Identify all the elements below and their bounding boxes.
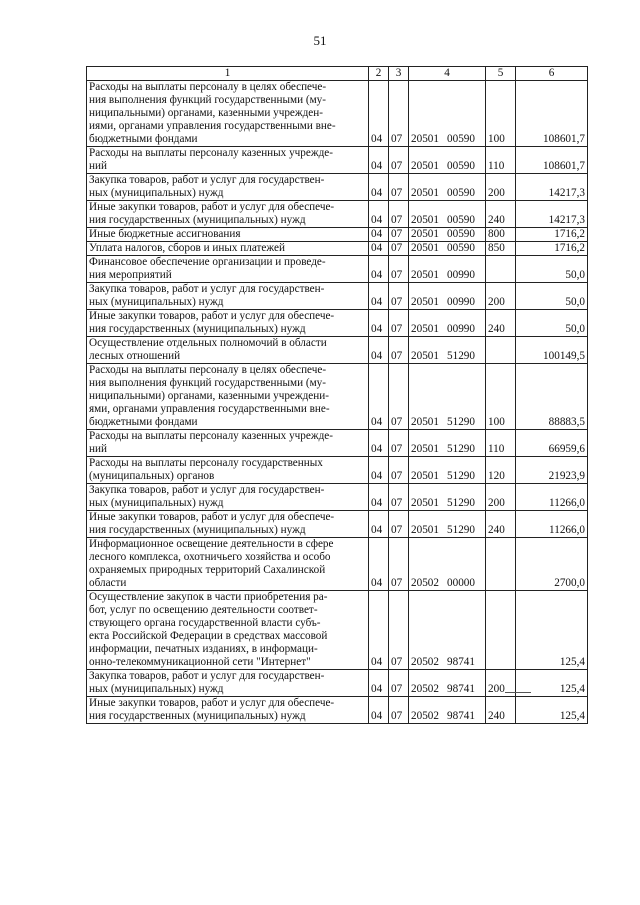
direction-code: 51290: [447, 350, 475, 362]
header-col-1: 1: [87, 67, 369, 81]
row-description: [87, 283, 369, 310]
table-row: [87, 310, 588, 337]
description-line: ствующего органа государственной власти субъ-: [89, 617, 321, 629]
description-line: Иные закупки товаров, работ и услуг для обеспече-: [89, 697, 335, 709]
subsection-code: 07: [389, 457, 409, 484]
table-row: [87, 337, 588, 364]
target-article-code: [409, 511, 486, 538]
description-line: ных (муниципальных) нужд: [89, 296, 224, 308]
amount-value: 108601,7: [516, 147, 588, 174]
target-article-code: [409, 484, 486, 511]
direction-code: 00590: [447, 242, 475, 254]
header-col-5: 5: [486, 67, 516, 81]
description-line: ния государственных (муниципальных) нужд: [89, 710, 306, 722]
subsection-code: 07: [389, 228, 409, 242]
target-article-code: [409, 228, 486, 242]
subsection-code: 07: [389, 337, 409, 364]
description-line: Расходы на выплаты персоналу казенных учрежде-: [89, 430, 333, 442]
section-code: 04: [369, 228, 389, 242]
section-code: 04: [369, 538, 389, 591]
description-line: Осуществление отдельных полномочий в области: [89, 337, 327, 349]
expense-type-code: 240: [486, 310, 516, 337]
table-row: [87, 591, 588, 670]
target-article-code: [409, 310, 486, 337]
amount-value: 125,4: [516, 591, 588, 670]
direction-code: 51290: [447, 443, 475, 455]
description-line: ями, органами управления государственными вне-: [89, 403, 330, 415]
expense-type-code: [486, 256, 516, 283]
direction-code: 98741: [447, 710, 475, 722]
description-line: Иные бюджетные ассигнования: [89, 228, 241, 240]
direction-code: 51290: [447, 470, 475, 482]
subsection-code: 07: [389, 201, 409, 228]
description-line: ных (муниципальных) нужд: [89, 187, 224, 199]
program-code: 20501: [411, 160, 439, 172]
subsection-code: 07: [389, 256, 409, 283]
program-code: 20501: [411, 350, 439, 362]
description-line: ния мероприятий: [89, 269, 172, 281]
program-code: 20501: [411, 242, 439, 254]
row-description: [87, 538, 369, 591]
description-line: ния выполнения функций государственными (му-: [89, 94, 327, 106]
program-code: 20501: [411, 470, 439, 482]
amount-value: 50,0: [516, 283, 588, 310]
amount-value: 125,4: [516, 697, 588, 724]
table-row: [87, 201, 588, 228]
target-article-code: [409, 81, 486, 147]
amount-value: 1716,2: [516, 228, 588, 242]
section-code: 04: [369, 591, 389, 670]
amount-value: 1716,2: [516, 242, 588, 256]
amount-value: 2700,0: [516, 538, 588, 591]
direction-code: 00590: [447, 214, 475, 226]
amount-value: 14217,3: [516, 174, 588, 201]
row-description: [87, 591, 369, 670]
description-line: Расходы на выплаты персоналу в целях обеспече-: [89, 364, 327, 376]
row-description: [87, 310, 369, 337]
row-description: [87, 430, 369, 457]
target-article-code: [409, 670, 486, 697]
table-row: [87, 697, 588, 724]
amount-value: 100149,5: [516, 337, 588, 364]
expense-type-code: 200: [486, 484, 516, 511]
table-row: [87, 256, 588, 283]
direction-code: 00590: [447, 160, 475, 172]
description-line: ния государственных (муниципальных) нужд: [89, 214, 306, 226]
description-line: бюджетными фондами: [89, 416, 198, 428]
subsection-code: 07: [389, 283, 409, 310]
table-row: [87, 174, 588, 201]
description-line: ния государственных (муниципальных) нужд: [89, 524, 306, 536]
section-code: 04: [369, 697, 389, 724]
direction-code: 51290: [447, 416, 475, 428]
target-article-code: [409, 174, 486, 201]
subsection-code: 07: [389, 511, 409, 538]
description-line: Иные закупки товаров, работ и услуг для обеспече-: [89, 310, 335, 322]
direction-code: 00990: [447, 296, 475, 308]
header-col-4: 4: [409, 67, 486, 81]
section-code: 04: [369, 283, 389, 310]
description-line: Закупка товаров, работ и услуг для государствен-: [89, 484, 325, 496]
subsection-code: 07: [389, 670, 409, 697]
section-code: 04: [369, 147, 389, 174]
row-description: [87, 174, 369, 201]
program-code: 20502: [411, 710, 439, 722]
subsection-code: 07: [389, 430, 409, 457]
description-line: (муниципальных) органов: [89, 470, 215, 482]
row-description: [87, 242, 369, 256]
expense-type-code: [486, 591, 516, 670]
budget-table: [86, 66, 588, 724]
description-line: онно-телекоммуникационной сети "Интернет": [89, 656, 311, 668]
description-line: лесного комплекса, охотничьего хозяйства и особо: [89, 551, 331, 563]
expense-type-code: 100: [486, 81, 516, 147]
expense-type-code: 120: [486, 457, 516, 484]
expense-type-code: 200: [486, 174, 516, 201]
header-col-2: 2: [369, 67, 389, 81]
description-line: охраняемых природных территорий Сахалинской: [89, 564, 326, 576]
subsection-code: 07: [389, 81, 409, 147]
amount-value: 50,0: [516, 310, 588, 337]
description-line: лесных отношений: [89, 350, 181, 362]
direction-code: 51290: [447, 497, 475, 509]
program-code: 20501: [411, 416, 439, 428]
table-row: [87, 430, 588, 457]
row-description: [87, 457, 369, 484]
expense-type-code: 200: [486, 283, 516, 310]
amount-value: 108601,7: [516, 81, 588, 147]
section-code: 04: [369, 511, 389, 538]
description-line: Закупка товаров, работ и услуг для государствен-: [89, 670, 325, 682]
row-description: [87, 256, 369, 283]
target-article-code: [409, 538, 486, 591]
section-code: 04: [369, 457, 389, 484]
table-row: [87, 484, 588, 511]
target-article-code: [409, 201, 486, 228]
program-code: 20502: [411, 577, 439, 589]
amount-value: 11266,0: [516, 511, 588, 538]
description-line: Финансовое обеспечение организации и проведе-: [89, 256, 326, 268]
program-code: 20501: [411, 187, 439, 199]
target-article-code: [409, 697, 486, 724]
description-line: Расходы на выплаты персоналу государственных: [89, 457, 323, 469]
table-row: [87, 538, 588, 591]
subsection-code: 07: [389, 364, 409, 430]
page-number: 51: [313, 33, 327, 48]
amount-value: 88883,5: [516, 364, 588, 430]
program-code: 20502: [411, 656, 439, 668]
description-line: Закупка товаров, работ и услуг для государствен-: [89, 283, 325, 295]
program-code: 20501: [411, 497, 439, 509]
description-line: бот, услуг по освещению деятельности соответ-: [89, 604, 318, 616]
description-line: бюджетными фондами: [89, 133, 198, 145]
description-line: области: [89, 577, 127, 589]
target-article-code: [409, 364, 486, 430]
target-article-code: [409, 256, 486, 283]
direction-code: 00000: [447, 577, 475, 589]
table-row: [87, 147, 588, 174]
table-row: [87, 283, 588, 310]
target-article-code: [409, 283, 486, 310]
description-line: иями, органами управления государственными вне-: [89, 120, 336, 132]
expense-type-code: 100: [486, 364, 516, 430]
row-description: [87, 511, 369, 538]
expense-type-code: 110: [486, 147, 516, 174]
amount-value: 50,0: [516, 256, 588, 283]
section-code: 04: [369, 201, 389, 228]
expense-type-code: 200: [486, 670, 516, 697]
row-description: [87, 201, 369, 228]
subsection-code: 07: [389, 147, 409, 174]
table-body: [87, 81, 588, 724]
expense-type-code: 110: [486, 430, 516, 457]
section-code: 04: [369, 670, 389, 697]
program-code: 20501: [411, 228, 439, 240]
program-code: 20501: [411, 133, 439, 145]
expense-type-code: [486, 538, 516, 591]
description-line: Расходы на выплаты персоналу в целях обеспече-: [89, 81, 327, 93]
description-line: екта Российской Федерации в средствах массовой: [89, 630, 328, 642]
row-description: [87, 81, 369, 147]
direction-code: 00590: [447, 133, 475, 145]
row-description: [87, 147, 369, 174]
description-line: ний: [89, 160, 107, 172]
description-line: Расходы на выплаты персоналу казенных учрежде-: [89, 147, 333, 159]
description-line: ниципальными) органами, казенными учреждени-: [89, 390, 329, 402]
header-col-6: 6: [516, 67, 588, 81]
description-line: информации, печатных изданиях, в информаци-: [89, 643, 318, 655]
subsection-code: 07: [389, 310, 409, 337]
amount-value: 21923,9: [516, 457, 588, 484]
header-col-3: 3: [389, 67, 409, 81]
description-line: ния выполнения функций государственными (му-: [89, 377, 327, 389]
program-code: 20501: [411, 269, 439, 281]
section-code: 04: [369, 364, 389, 430]
subsection-code: 07: [389, 484, 409, 511]
row-description: [87, 670, 369, 697]
direction-code: 00590: [447, 187, 475, 199]
table-row: [87, 242, 588, 256]
program-code: 20501: [411, 214, 439, 226]
description-line: Иные закупки товаров, работ и услуг для обеспече-: [89, 201, 335, 213]
section-code: 04: [369, 256, 389, 283]
expense-type-code: 240: [486, 511, 516, 538]
target-article-code: [409, 457, 486, 484]
program-code: 20501: [411, 524, 439, 536]
direction-code: 98741: [447, 683, 475, 695]
expense-type-code: 240: [486, 697, 516, 724]
table-row: [87, 228, 588, 242]
expense-type-code: 240: [486, 201, 516, 228]
amount-value: 66959,6: [516, 430, 588, 457]
expense-type-code: [486, 337, 516, 364]
section-code: 04: [369, 174, 389, 201]
description-line: Иные закупки товаров, работ и услуг для обеспече-: [89, 511, 335, 523]
target-article-code: [409, 147, 486, 174]
direction-code: 00990: [447, 269, 475, 281]
target-article-code: [409, 430, 486, 457]
program-code: 20502: [411, 683, 439, 695]
description-line: ниципальными) органами, казенными учрежден-: [89, 107, 323, 119]
subsection-code: 07: [389, 591, 409, 670]
description-line: ных (муниципальных) нужд: [89, 683, 224, 695]
subsection-code: 07: [389, 242, 409, 256]
program-code: 20501: [411, 323, 439, 335]
expense-type-code: 850: [486, 242, 516, 256]
direction-code: 51290: [447, 524, 475, 536]
amount-value: 14217,3: [516, 201, 588, 228]
row-description: [87, 364, 369, 430]
target-article-code: [409, 337, 486, 364]
description-line: Информационное освещение деятельности в сфере: [89, 538, 334, 550]
subsection-code: 07: [389, 538, 409, 591]
section-code: 04: [369, 310, 389, 337]
target-article-code: [409, 591, 486, 670]
description-line: Осуществление закупок в части приобретения ра-: [89, 591, 328, 603]
description-line: Уплата налогов, сборов и иных платежей: [89, 242, 285, 254]
row-description: [87, 484, 369, 511]
target-article-code: [409, 242, 486, 256]
table-row: [87, 364, 588, 430]
subsection-code: 07: [389, 174, 409, 201]
direction-code: 00990: [447, 323, 475, 335]
row-description: [87, 228, 369, 242]
row-description: [87, 337, 369, 364]
description-line: ных (муниципальных) нужд: [89, 497, 224, 509]
table-header-row: [87, 67, 588, 81]
expense-type-code: 800: [486, 228, 516, 242]
direction-code: 98741: [447, 656, 475, 668]
section-code: 04: [369, 430, 389, 457]
subsection-code: 07: [389, 697, 409, 724]
row-description: [87, 697, 369, 724]
program-code: 20501: [411, 296, 439, 308]
table-row: [87, 81, 588, 147]
amount-value: 11266,0: [516, 484, 588, 511]
description-line: Закупка товаров, работ и услуг для государствен-: [89, 174, 325, 186]
section-code: 04: [369, 337, 389, 364]
description-line: ний: [89, 443, 107, 455]
direction-code: 00590: [447, 228, 475, 240]
pen-mark: [505, 692, 531, 693]
program-code: 20501: [411, 443, 439, 455]
table-row: [87, 457, 588, 484]
section-code: 04: [369, 81, 389, 147]
amount-value: 125,4: [516, 670, 588, 697]
description-line: ния государственных (муниципальных) нужд: [89, 323, 306, 335]
table-row: [87, 511, 588, 538]
section-code: 04: [369, 242, 389, 256]
section-code: 04: [369, 484, 389, 511]
